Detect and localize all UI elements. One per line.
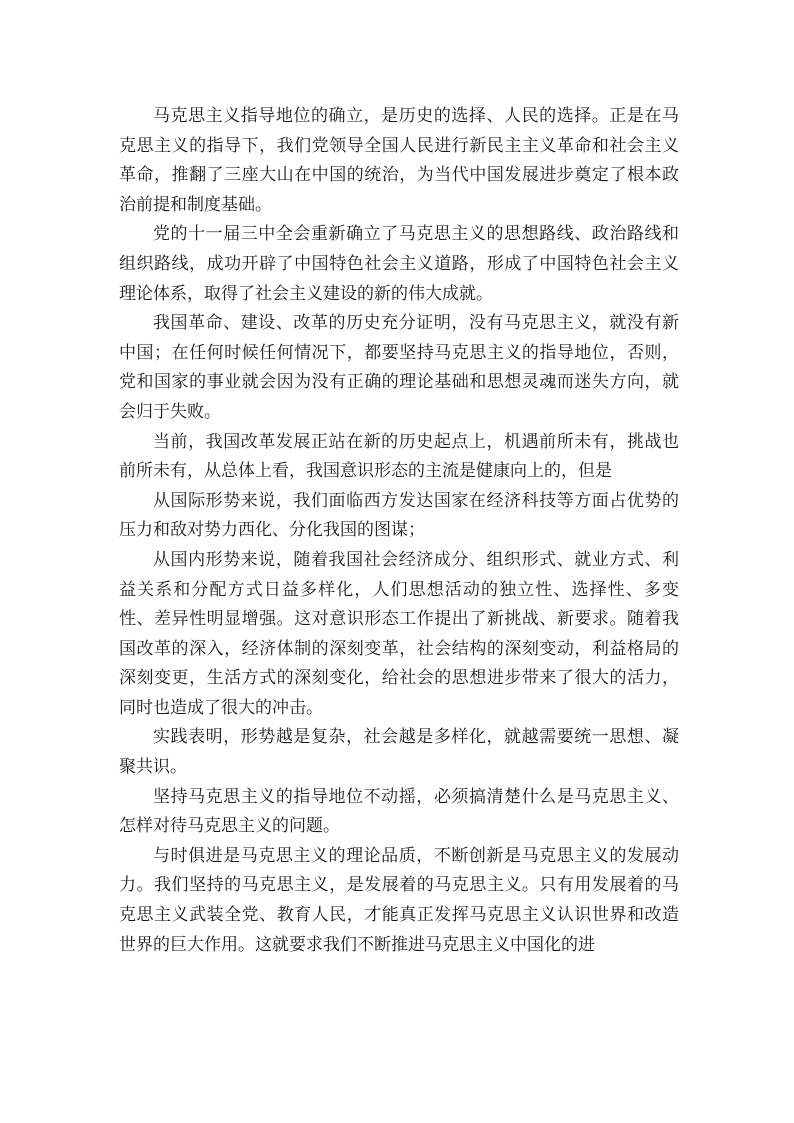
paragraph-4: 当前，我国改革发展正站在新的历史起点上，机遇前所未有，挑战也前所未有，从总体上看，我国意识形态的主流是健康向上的，但是	[119, 431, 679, 482]
paragraph-5: 从国际形势来说，我们面临西方发达国家在经济科技等方面占优势的压力和敌对势力西化、分化我国的图谋；	[119, 490, 679, 541]
paragraph-9: 与时俱进是马克思主义的理论品质，不断创新是马克思主义的发展动力。我们坚持的马克思主义，是发展着的马克思主义。只有用发展着的马克思主义武装全党、教育人民，才能真正发挥马克思主义认识世界和改造世界的巨大作用。这就要求我们不断推进马克思主义中国化的进	[119, 845, 679, 955]
paragraph-6: 从国内形势来说，随着我国社会经济成分、组织形式、就业方式、利益关系和分配方式日益多样化，人们思想活动的独立性、选择性、多变性、差异性明显增强。这对意识形态工作提出了新挑战、新要求。随着我国改革的深入，经济体制的深刻变革，社会结构的深刻变动，利益格局的深刻变更，生活方式的深刻变化，给社会的思想进步带来了很大的活力，同时也造成了很大的冲击。	[119, 549, 679, 718]
document-body	[119, 102, 679, 960]
paragraph-2: 党的十一届三中全会重新确立了马克思主义的思想路线、政治路线和组织路线，成功开辟了中国特色社会主义道路，形成了中国特色社会主义理论体系，取得了社会主义建设的新的伟大成就。	[119, 224, 679, 304]
paragraph-1: 马克思主义指导地位的确立，是历史的选择、人民的选择。正是在马克思主义的指导下，我们党领导全国人民进行新民主主义革命和社会主义革命，推翻了三座大山在中国的统治，为当代中国发展进步奠定了根本政治前提和制度基础。	[119, 106, 679, 215]
paragraph-3: 我国革命、建设、改革的历史充分证明，没有马克思主义，就没有新中国；在任何时候任何情况下，都要坚持马克思主义的指导地位，否则，党和国家的事业就会因为没有正确的理论基础和思想灵魂而迷失方向，就会归于失败。	[119, 313, 679, 422]
paragraph-7: 实践表明，形势越是复杂，社会越是多样化，就越需要统一思想、凝聚共识。	[119, 727, 679, 778]
paragraph-8: 坚持马克思主义的指导地位不动摇，必须搞清楚什么是马克思主义、怎样对待马克思主义的问题。	[119, 786, 679, 837]
